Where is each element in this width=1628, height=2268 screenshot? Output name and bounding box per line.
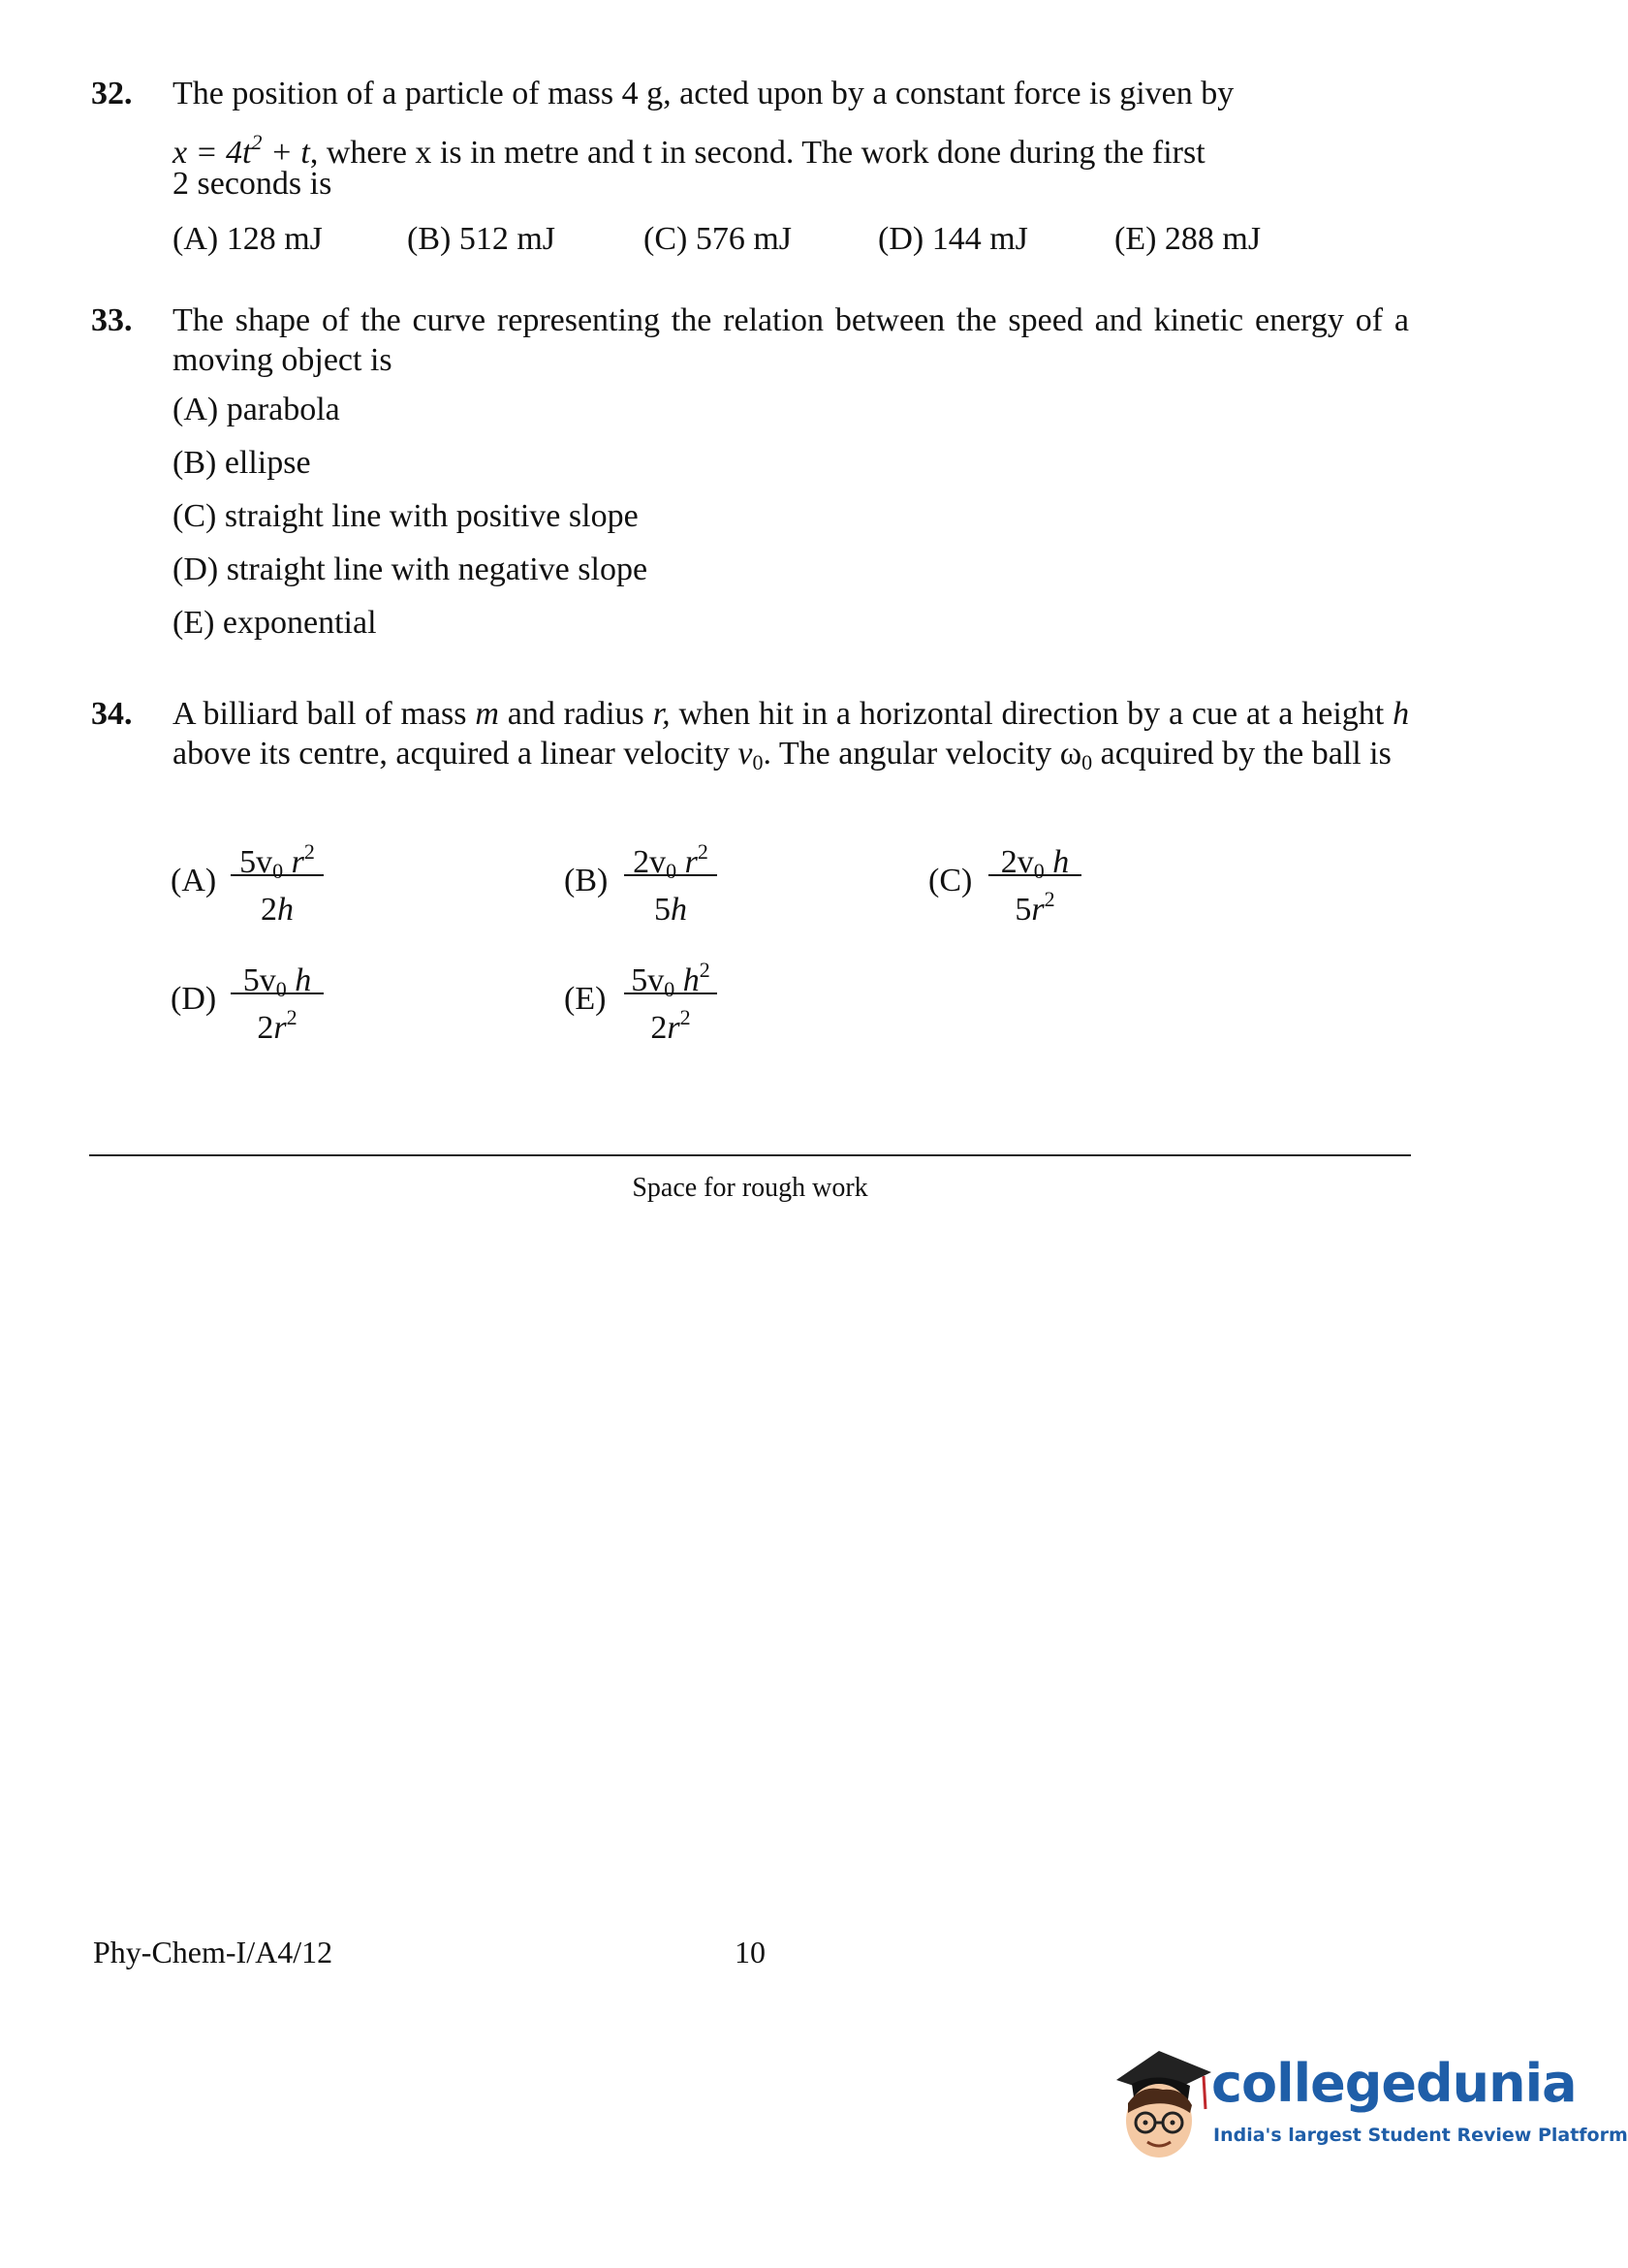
fraction: $\frac{5v_0 r^2}{2h}$ [231,830,324,919]
question-line-1: The position of a particle of mass 4 g, acted upon by a constant force is given by [172,76,1235,111]
question-text: A billiard ball of mass m and radius r, when hit in a horizontal direction by a cue at a height h above its centre, acquired a linear velocity $v_0$. The angular velocity $\omega_0$ acquired by the ball is [172,696,1410,774]
fraction: $\frac{5v_0 h^2}{2r^2}$ [624,948,717,1037]
option-a: (A) parabola [172,392,340,427]
question-33 [91,300,1409,380]
fraction: $\frac{2v_0 h}{5r^2}$ [988,830,1081,919]
equation: $x = 4t^2 + t$ [172,130,310,171]
option-c: (C) straight line with positive slope [172,498,639,534]
fraction: $\frac{2v_0 r^2}{5h}$ [624,830,717,919]
fraction: $\frac{5v_0 h}{2r^2}$ [231,948,324,1037]
option-b: (B) ellipse [172,445,311,481]
option-e: (E) 288 mJ [1114,221,1262,257]
question-32 [91,74,1409,204]
question-number: 33. [91,302,133,338]
question-34 [91,694,1409,782]
question-text: The shape of the curve representing the relation between the speed and kinetic energy of a moving object is [172,302,1409,378]
option-a: (A) 128 mJ [172,221,323,257]
mascot-logo-icon [1103,2041,1215,2167]
option-c: (C) 576 mJ [643,221,792,257]
question-number: 34. [91,696,133,732]
option-e: (E) exponential [172,605,377,641]
option-d: (D) straight line with negative slope [172,551,648,587]
question-text [172,74,1409,204]
option-b: (B) 512 mJ [407,221,555,257]
paper-code: Phy-Chem-I/A4/12 [93,1935,333,1969]
divider [89,1154,1411,1156]
question-line-3: 2 seconds is [172,166,332,202]
question-line-2: $x = 4t^2 + t$, where x is in metre and t in second. The work done during the first [172,130,1205,171]
question-number: 32. [91,76,133,111]
logo-wordmark: collegedunia [1211,2053,1577,2114]
logo-tagline: India's largest Student Review Platform [1213,2125,1628,2146]
option-d: (D) 144 mJ [878,221,1028,257]
rough-work-label: Space for rough work [632,1173,868,1203]
page-number: 10 [735,1935,766,1969]
